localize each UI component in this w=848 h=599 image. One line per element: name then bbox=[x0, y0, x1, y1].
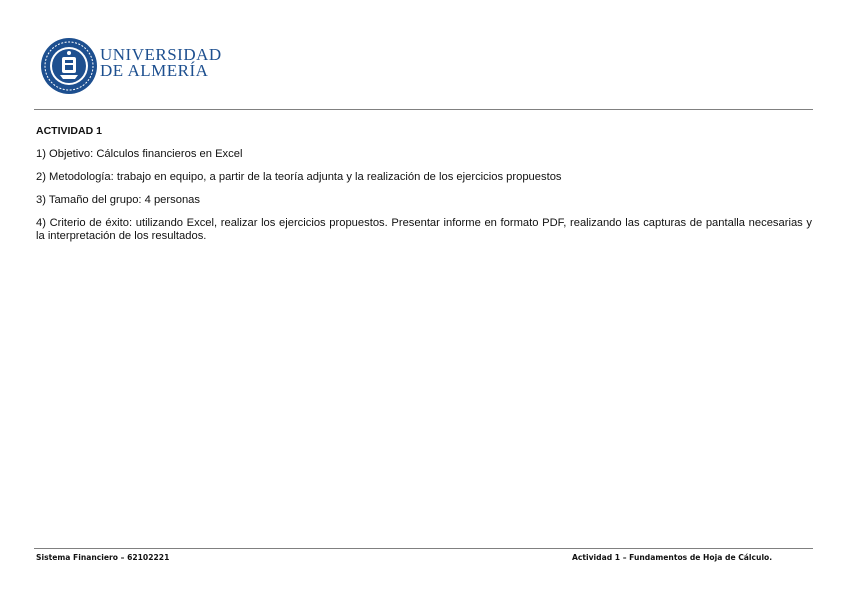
activity-section bbox=[36, 125, 812, 253]
activity-heading: ACTIVIDAD 1 bbox=[36, 125, 102, 137]
success-criterion-item: 4) Criterio de éxito: utilizando Excel, realizar los ejercicios propuestos. Presentar informe en formato PDF, realizando las capturas de pantalla necesarias y la interpretación de los resultados. bbox=[36, 217, 812, 242]
methodology-item: 2) Metodología: trabajo en equipo, a partir de la teoría adjunta y la realización de los ejercicios propuestos bbox=[36, 171, 562, 183]
footer-activity-title: Actividad 1 – Fundamentos de Hoja de Cálculo. bbox=[572, 553, 773, 562]
logo-line-1: UNIVERSIDAD bbox=[100, 45, 222, 64]
footer-divider bbox=[34, 548, 813, 549]
university-seal-icon bbox=[40, 37, 98, 95]
header-divider bbox=[34, 109, 813, 110]
university-logo bbox=[40, 37, 230, 97]
objective-item: 1) Objetivo: Cálculos financieros en Excel bbox=[36, 148, 243, 160]
footer-course: Sistema Financiero – 62102221 bbox=[36, 553, 170, 562]
logo-line-2: DE ALMERÍA bbox=[100, 61, 209, 80]
group-size-item: 3) Tamaño del grupo: 4 personas bbox=[36, 194, 200, 206]
university-wordmark bbox=[100, 47, 222, 79]
